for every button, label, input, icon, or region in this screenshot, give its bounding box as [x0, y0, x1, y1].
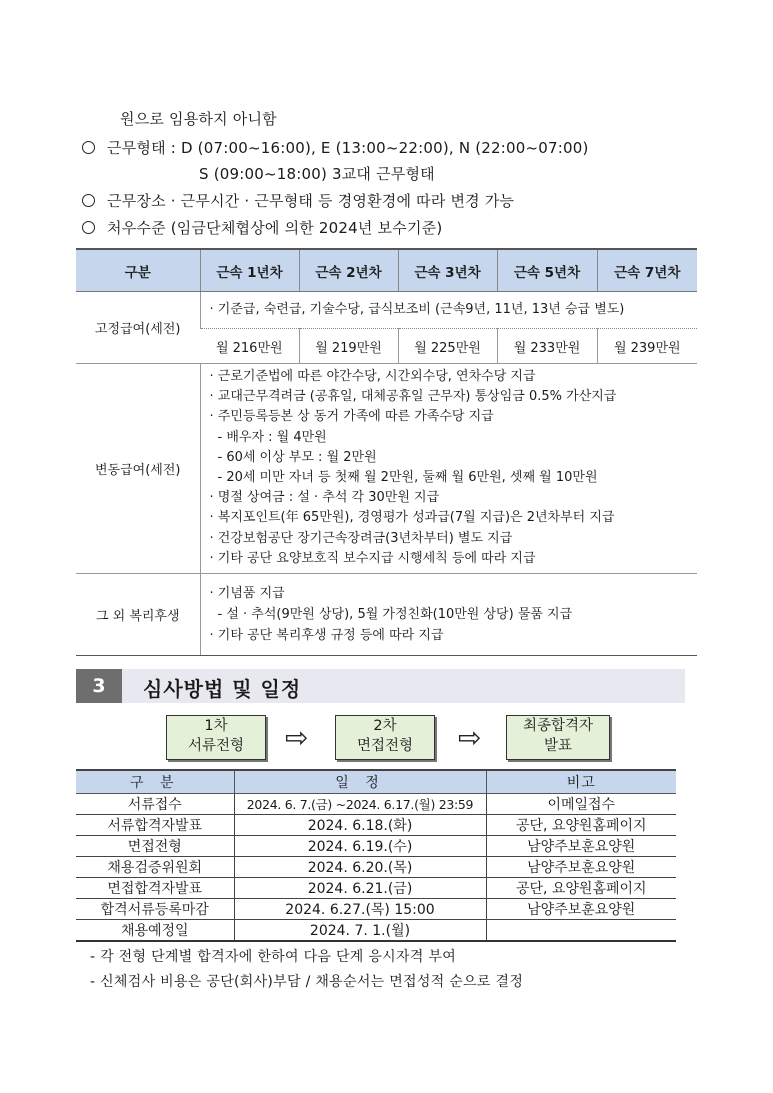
variable-line: · 명절 상여금 : 설 · 추석 각 30만원 지급 — [209, 490, 440, 506]
bullet-work-place — [82, 190, 514, 211]
amount-year5: 월 233만원 — [497, 329, 597, 364]
flow-step-line2: 발표 — [543, 738, 572, 754]
flow-step-interview — [335, 715, 435, 760]
variable-line: · 근로기준법에 따른 야간수당, 시간외수당, 연차수당 지급 — [209, 369, 536, 384]
welfare-line: · 기념품 지급 — [209, 586, 285, 602]
comp-header-year1: 근속 1년차 — [200, 249, 299, 292]
flow-step-line2: 면접전형 — [356, 738, 414, 754]
schedule-note: 남양주보훈요양원 — [486, 857, 676, 878]
section-title: 심사방법 및 일정 — [143, 677, 302, 701]
welfare-line: · 기타 공단 복리후생 규정 등에 따라 지급 — [209, 628, 444, 644]
note-line-1: - 각 전형 단계별 합격자에 한하여 다음 단계 응시자격 부여 — [90, 949, 457, 965]
amount-year1: 월 216만원 — [200, 329, 299, 364]
schedule-step: 면접전형 — [76, 836, 234, 857]
table-row — [76, 920, 676, 942]
variable-pay-row — [76, 364, 697, 574]
variable-line: · 주민등록등본 상 동거 가족에 따른 가족수당 지급 — [209, 409, 494, 425]
compensation-table — [76, 248, 697, 656]
note-line-2: - 신체검사 비용은 공단(회사)부담 / 채용순서는 면접성적 순으로 결정 — [90, 974, 524, 990]
schedule-date: 2024. 6.20.(목) — [234, 857, 486, 878]
circle-bullet-icon — [82, 141, 95, 154]
table-row — [76, 794, 676, 815]
schedule-step: 채용검증위원회 — [76, 857, 234, 878]
table-row — [76, 899, 676, 920]
schedule-note: 남양주보훈요양원 — [486, 899, 676, 920]
continuation-text: 원으로 임용하지 아니함 — [120, 110, 277, 128]
schedule-step: 면접합격자발표 — [76, 878, 234, 899]
variable-line: - 20세 미만 자녀 등 첫째 월 2만원, 둘째 월 6만원, 셋째 월 10만원 — [217, 470, 598, 486]
flow-step-line1: 1차 — [204, 718, 228, 734]
schedule-date: 2024. 6. 7.(금) ~2024. 6.17.(월) 23:59 — [234, 794, 486, 815]
schedule-table — [76, 769, 676, 942]
schedule-header-row — [76, 770, 676, 794]
schedule-date: 2024. 6.21.(금) — [234, 878, 486, 899]
welfare-row — [76, 574, 697, 656]
schedule-step: 채용예정일 — [76, 920, 234, 942]
schedule-date: 2024. 6.18.(화) — [234, 815, 486, 836]
amount-year3: 월 225만원 — [398, 329, 497, 364]
schedule-note: 공단, 요양원홈페이지 — [486, 878, 676, 899]
table-row — [76, 857, 676, 878]
variable-line: - 60세 이상 부모 : 월 2만원 — [217, 449, 377, 465]
arrow-right-icon: ⇨ — [285, 721, 309, 754]
welfare-line: - 설 · 추석(9만원 상당), 5월 가정친화(10만원 상당) 물품 지급 — [217, 607, 573, 623]
bullet-pay-level — [82, 217, 442, 238]
flow-step-line1: 2차 — [373, 718, 397, 734]
circle-bullet-icon — [82, 221, 95, 234]
welfare-label: 그 외 복리후생 — [76, 574, 200, 656]
variable-pay-cell — [200, 364, 697, 574]
schedule-note — [486, 920, 676, 942]
pay-level-text: 처우수준 (임금단체협상에 의한 2024년 보수기준) — [107, 219, 443, 237]
schedule-header-note: 비고 — [486, 770, 676, 794]
schedule-step: 합격서류등록마감 — [76, 899, 234, 920]
variable-line: · 기타 공단 요양보호직 보수지급 시행세칙 등에 따라 지급 — [209, 550, 536, 566]
schedule-step: 서류합격자발표 — [76, 815, 234, 836]
schedule-note: 공단, 요양원홈페이지 — [486, 815, 676, 836]
schedule-step: 서류접수 — [76, 794, 234, 815]
circle-bullet-icon — [82, 194, 95, 207]
table-row — [76, 878, 676, 899]
schedule-date: 2024. 7. 1.(월) — [234, 920, 486, 942]
variable-line: · 복지포인트(年 65만원), 경영평가 성과급(7월 지급)은 2년차부터 지급 — [209, 510, 615, 526]
work-type-text: 근무형태 : D (07:00~16:00), E (13:00~22:00), N (22:00~07:00) — [107, 139, 589, 157]
flow-step-line1: 최종합격자 — [522, 718, 594, 734]
schedule-note: 이메일접수 — [486, 794, 676, 815]
bullet-work-type — [82, 137, 589, 158]
amount-year2: 월 219만원 — [299, 329, 398, 364]
schedule-header-category: 구 분 — [76, 770, 234, 794]
flow-step-final — [506, 715, 610, 760]
amount-year7: 월 239만원 — [597, 329, 697, 364]
welfare-cell — [200, 574, 697, 656]
work-type-sub: S (09:00~18:00) 3교대 근무형태 — [199, 165, 435, 183]
schedule-header-date: 일 정 — [234, 770, 486, 794]
work-place-text: 근무장소 · 근무시간 · 근무형태 등 경영환경에 따라 변경 가능 — [107, 192, 515, 210]
flow-step-line2: 서류전형 — [187, 738, 245, 754]
flow-step-document — [166, 715, 266, 760]
table-row — [76, 815, 676, 836]
variable-line: · 건강보험공단 장기근속장려금(3년차부터) 별도 지급 — [209, 530, 513, 546]
comp-header-year5: 근속 5년차 — [497, 249, 597, 292]
schedule-note: 남양주보훈요양원 — [486, 836, 676, 857]
fixed-pay-desc-row — [76, 292, 697, 329]
fixed-pay-desc-cell — [200, 292, 697, 329]
fixed-pay-label: 고정급여(세전) — [76, 292, 200, 364]
variable-line: · 교대근무격려금 (공휴일, 대체공휴일 근무자) 통상임금 0.5% 가산지급 — [209, 389, 617, 405]
arrow-right-icon: ⇨ — [458, 721, 482, 754]
comp-header-row — [76, 249, 697, 292]
fixed-pay-desc: · 기준급, 숙련급, 기술수당, 급식보조비 (근속9년, 11년, 13년 승급 별도) — [209, 302, 625, 317]
comp-header-year3: 근속 3년차 — [398, 249, 497, 292]
schedule-date: 2024. 6.19.(수) — [234, 836, 486, 857]
schedule-date: 2024. 6.27.(목) 15:00 — [234, 899, 486, 920]
comp-header-year7: 근속 7년차 — [597, 249, 697, 292]
comp-header-year2: 근속 2년차 — [299, 249, 398, 292]
variable-line: - 배우자 : 월 4만원 — [217, 429, 327, 445]
comp-header-category: 구분 — [76, 249, 200, 292]
section-number: 3 — [76, 669, 122, 703]
table-row — [76, 836, 676, 857]
variable-pay-label: 변동급여(세전) — [76, 364, 200, 574]
